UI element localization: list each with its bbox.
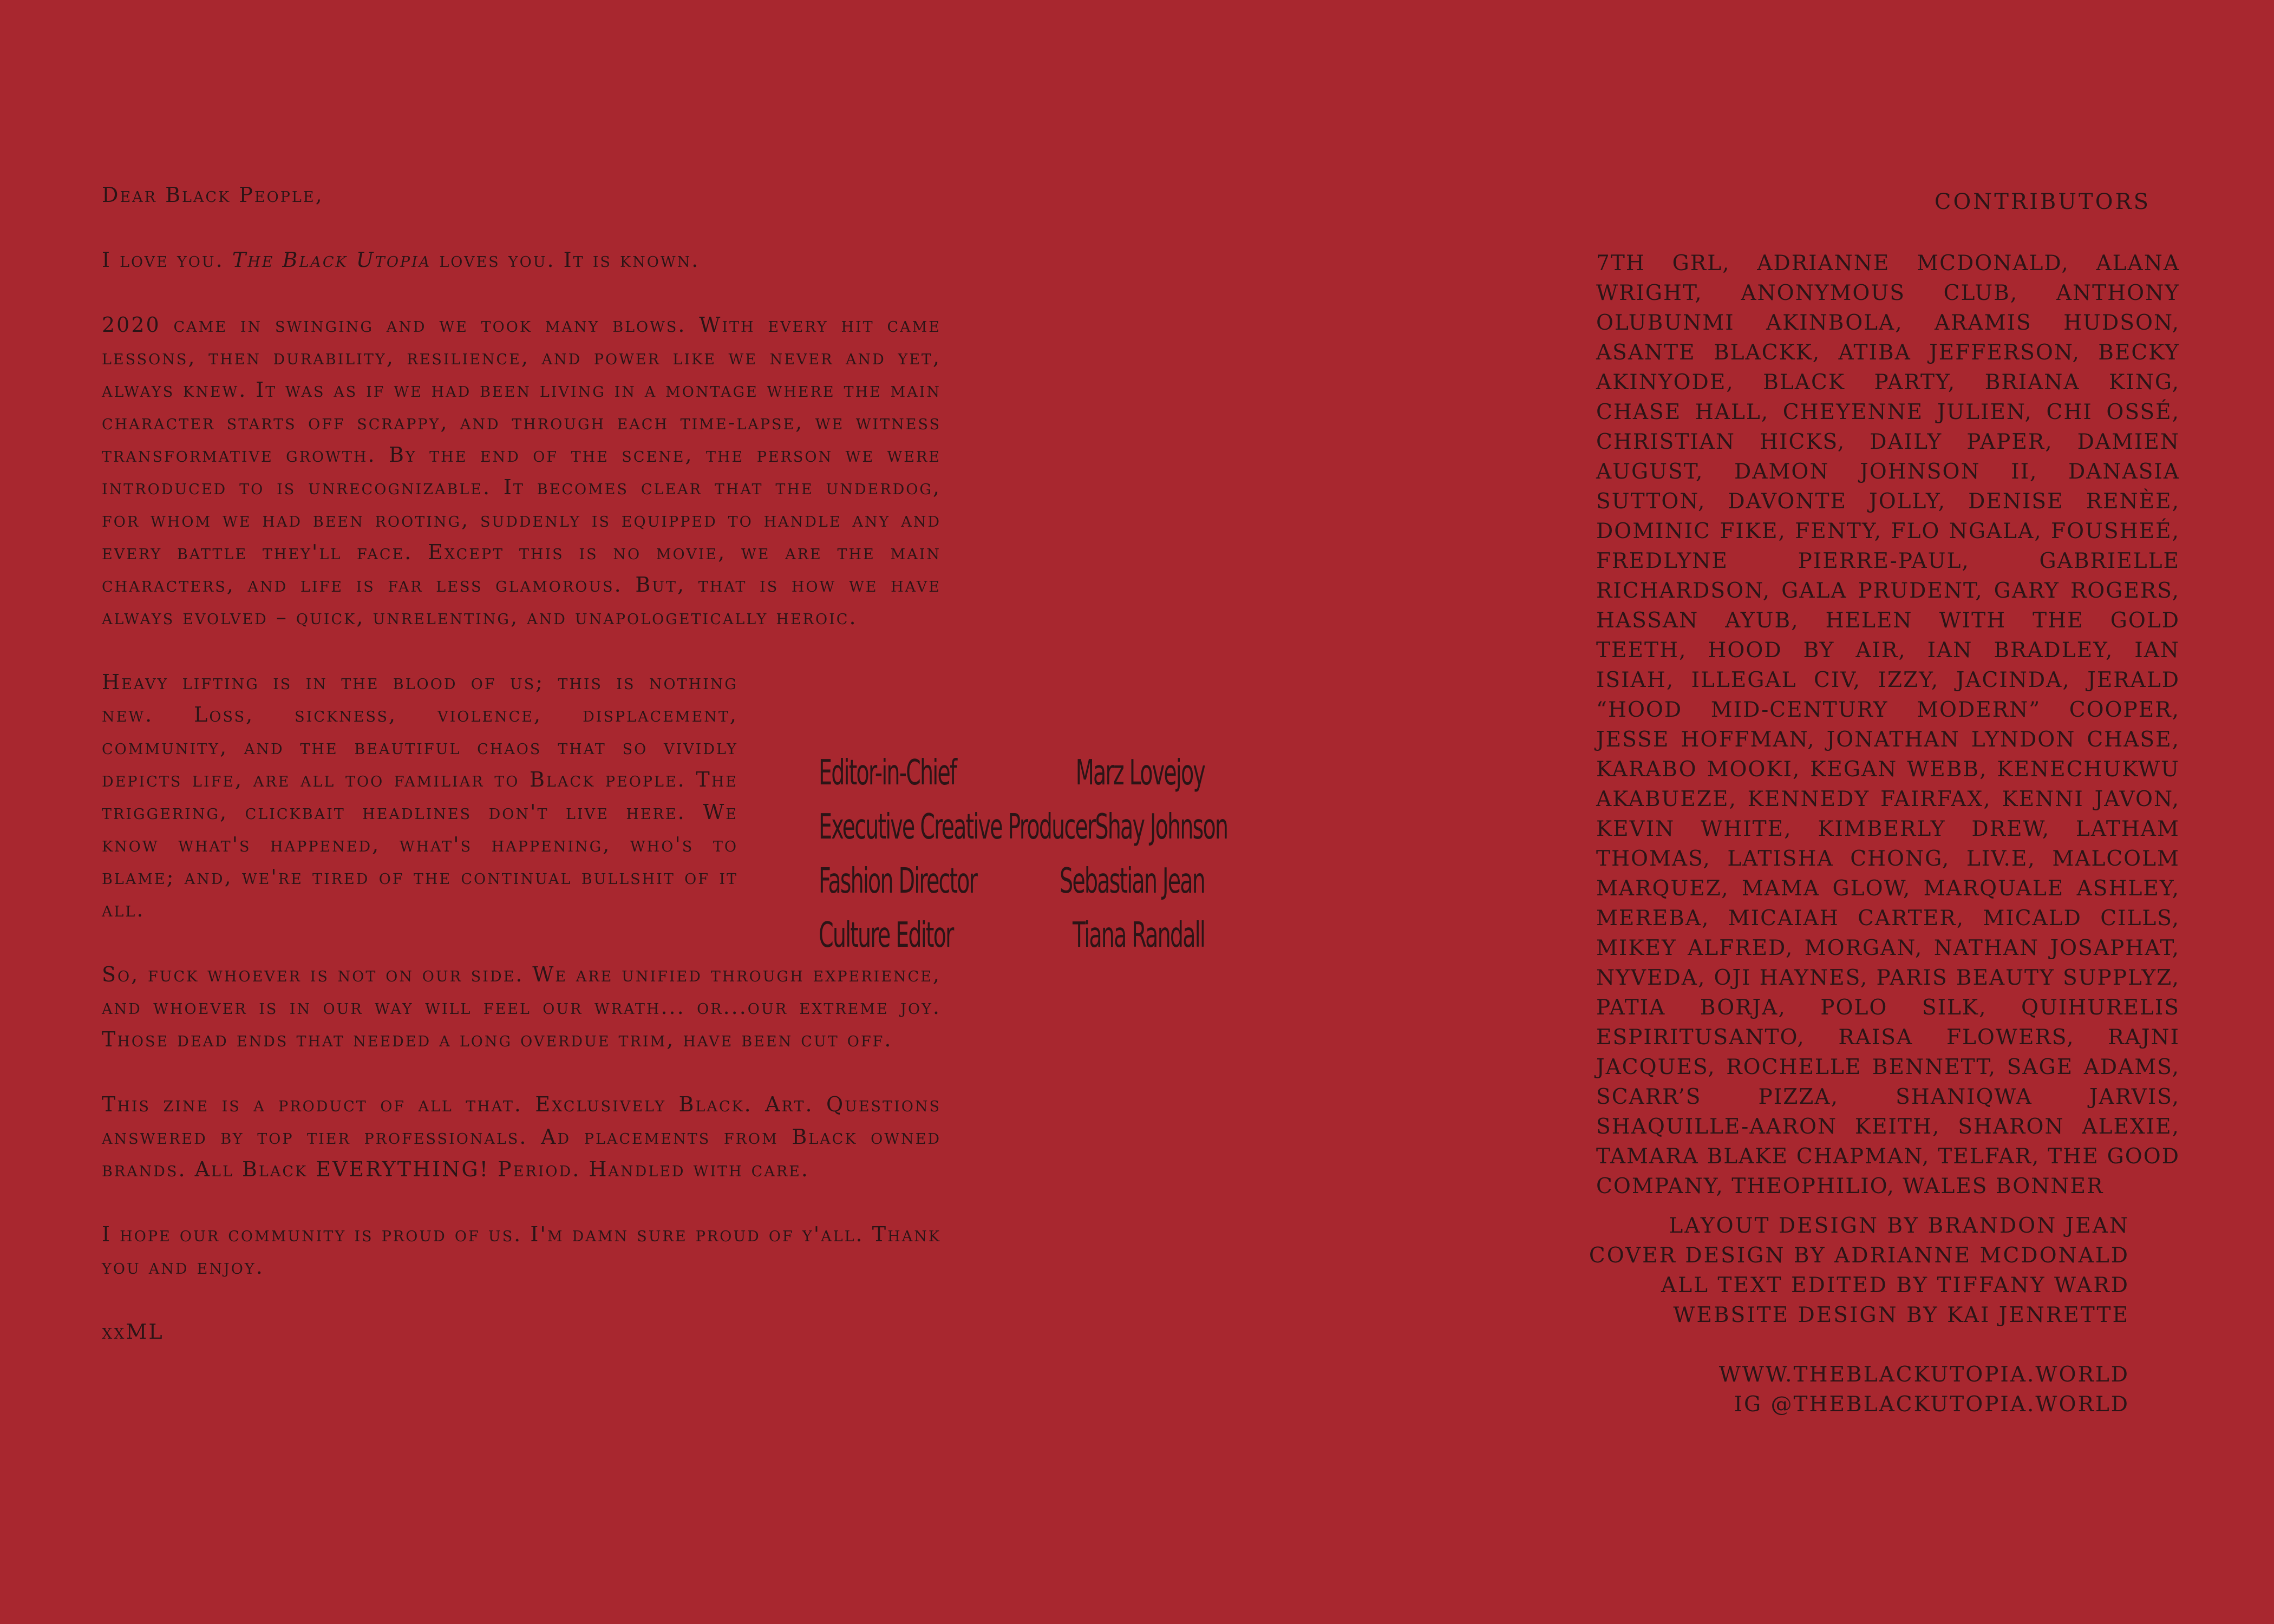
masthead-row <box>819 800 1228 854</box>
masthead-name: Tiana Randall <box>1073 915 1205 955</box>
intro-paragraph <box>102 244 941 276</box>
website-url: WWW.THEBLACKUTOPIA.WORLD <box>1718 1363 2129 1387</box>
editor-letter <box>102 179 941 1348</box>
masthead-name: Marz Lovejoy <box>1075 753 1205 793</box>
paragraph-our-side: So, fuck whoever is not on our side. We are unified through experience, and whoever is in our way will feel our wrath... or...our extreme joy. Those dead ends that needed a long overdue trim, have been cut off. <box>102 962 941 1051</box>
paragraph-zine: This zine is a product of all that. Exclusively Black. Art. Questions answered by top tier professionals. Ad placements from Black owned brands. All Black EVERYTHING! Period. Handled with care. <box>102 1092 941 1181</box>
credits-spacer <box>1480 1330 2129 1360</box>
signoff: xxML <box>102 1320 164 1344</box>
paragraph-heavy-lifting: Heavy lifting is in the blood of us; this is nothing new. Loss, sickness, violence, displacement, community, and the beautiful chaos that so vividly depicts life, are all too familiar to Black people. The triggering, clickbait headlines don't live here. We know what's happened, what's happening, who's to blame; and, we're tired of the continual bullshit of it all. <box>102 670 738 921</box>
masthead-name: Shay Johnson <box>1095 807 1228 847</box>
instagram-handle: IG @THEBLACKUTOPIA.WORLD <box>1734 1392 2129 1417</box>
intro-before: I love you. <box>102 248 232 272</box>
magazine-title: The Black Utopia <box>232 248 432 272</box>
credit-layout: LAYOUT DESIGN BY BRANDON JEAN <box>1669 1214 2129 1238</box>
masthead-row <box>819 746 1205 800</box>
masthead-role: Culture Editor <box>819 915 953 955</box>
salutation: Dear Black People, <box>102 183 324 207</box>
contributors-list: 7TH GRL, ADRIANNE MCDONALD, ALANA WRIGHT, ANONYMOUS CLUB, ANTHONY OLUBUNMI AKINBOLA, ARAMIS HUDSON, ASANTE BLACKK, ATIBA JEFFERSON, BECKY AKINYODE, BLACK PARTY, BRIANA KING, CHASE HALL, CHEYENNE JULIEN, CHI OSSÉ, CHRISTIAN HICKS, DAILY PAPER, DAMIEN AUGUST, DAMON JOHNSON II, DANASIA SUTTON, DAVONTE JOLLY, DENISE RENÈE, DOMINIC FIKE, FENTY, FLO NGALA, FOUSHEÉ, FREDLYNE PIERRE-PAUL, GABRIELLE RICHARDSON, GALA PRUDENT, GARY ROGERS, HASSAN AYUB, HELEN WITH THE GOLD TEETH, HOOD BY AIR, IAN BRADLEY, IAN ISIAH, ILLEGAL CIV, IZZY, JACINDA, JERALD “HOOD MID-CENTURY MODERN” COOPER, JESSE HOFFMAN, JONATHAN LYNDON CHASE, KARABO MOOKI, KEGAN WEBB, KENECHUKWU AKABUEZE, KENNEDY FAIRFAX, KENNI JAVON, KEVIN WHITE, KIMBERLY DREW, LATHAM THOMAS, LATISHA CHONG, LIV.E, MALCOLM MARQUEZ, MAMA GLOW, MARQUALE ASHLEY, MEREBA, MICAIAH CARTER, MICALD CILLS, MIKEY ALFRED, MORGAN, NATHAN JOSAPHAT, NYVEDA, OJI HAYNES, PARIS BEAUTY SUPPLYZ, PATIA BORJA, POLO SILK, QUIHURELIS ESPIRITUSANTO, RAISA FLOWERS, RAJNI JACQUES, ROCHELLE BENNETT, SAGE ADAMS, SCARR’S PIZZA, SHANIQWA JARVIS, SHAQUILLE-AARON KEITH, SHARON ALEXIE, TAMARA BLAKE CHAPMAN, TELFAR, THE GOOD COMPANY, THEOPHILIO, WALES BONNER <box>1596 251 2180 1199</box>
contributors-title: CONTRIBUTORS <box>1934 189 2151 214</box>
paragraph-hope: I hope our community is proud of us. I'm damn sure proud of y'all. Thank you and enjoy. <box>102 1222 941 1279</box>
credit-text-editor: ALL TEXT EDITED BY TIFFANY WARD <box>1661 1273 2129 1298</box>
masthead-role: Fashion Director <box>819 861 977 901</box>
masthead-name: Sebastian Jean <box>1060 861 1205 901</box>
masthead-row <box>819 854 1205 908</box>
credit-cover: COVER DESIGN BY ADRIANNE MCDONALD <box>1589 1243 2129 1268</box>
intro-after: loves you. It is known. <box>431 248 700 272</box>
credit-website: WEBSITE DESIGN BY KAI JENRETTE <box>1673 1303 2129 1327</box>
masthead <box>819 746 1228 962</box>
masthead-role: Executive Creative Producer <box>819 807 1095 847</box>
paragraph-2020: 2020 came in swinging and we took many blows. With every hit came lessons, then durability, resilience, and power like we never and yet, always knew. It was as if we had been living in a montage where the main character starts off scrappy, and through each time-lapse, we witness transformative growth. By the end of the scene, the person we were introduced to is unrecognizable. It becomes clear that the underdog, for whom we had been rooting, suddenly is equipped to handle any and every battle they'll face. Except this is no movie, we are the main characters, and life is far less glamorous. But, that is how we have always evolved – quick, unrelenting, and unapologetically heroic. <box>102 313 941 629</box>
credits-block <box>1480 1211 2129 1419</box>
masthead-role: Editor-in-Chief <box>819 753 957 793</box>
masthead-row <box>819 908 1205 962</box>
